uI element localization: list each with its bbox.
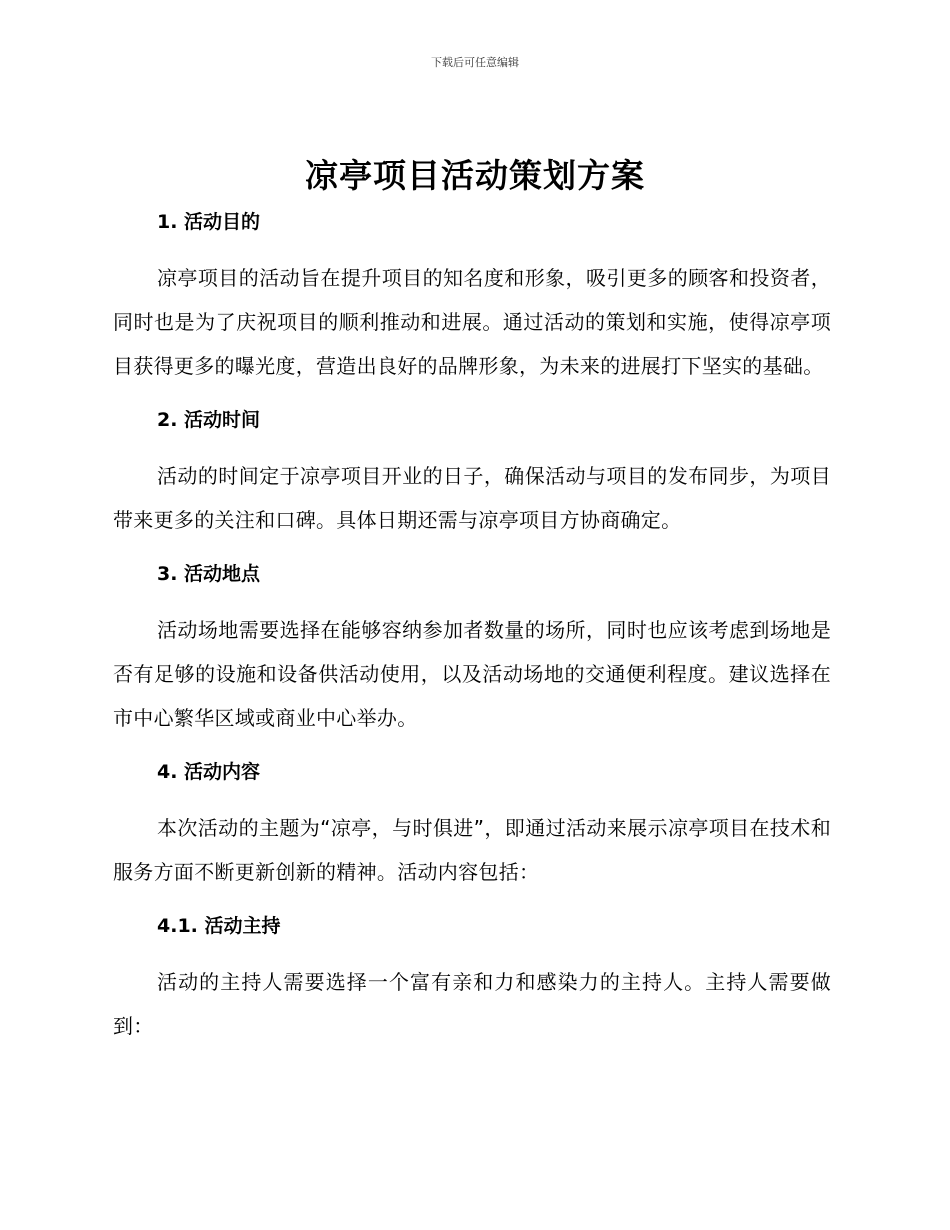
section-heading: 2. 活动时间 (157, 409, 261, 431)
section-heading: 1. 活动目的 (157, 211, 261, 233)
section-paragraph: 活动的时间定于凉亭项目开业的日子，确保活动与项目的发布同步，为项目带来更多的关注和口碑。具体日期还需与凉亭项目方协商确定。 (113, 464, 831, 532)
section-paragraph: 本次活动的主题为“凉亭，与时俱进”，即通过活动来展示凉亭项目在技术和服务方面不断更新创新的精神。活动内容包括： (113, 816, 831, 884)
section-heading: 4.1. 活动主持 (157, 915, 281, 937)
section-paragraph: 活动的主持人需要选择一个富有亲和力和感染力的主持人。主持人需要做到： (113, 970, 831, 1038)
header-note: 下载后可任意编辑 (431, 56, 519, 69)
section-heading: 4. 活动内容 (157, 761, 261, 783)
document-title: 凉亭项目活动策划方案 (305, 156, 645, 195)
section-paragraph: 活动场地需要选择在能够容纳参加者数量的场所，同时也应该考虑到场地是否有足够的设施和设备供活动使用，以及活动场地的交通便利程度。建议选择在市中心繁华区域或商业中心举办。 (113, 618, 831, 730)
section-paragraph: 凉亭项目的活动旨在提升项目的知名度和形象，吸引更多的顾客和投资者，同时也是为了庆祝项目的顺利推动和进展。通过活动的策划和实施，使得凉亭项目获得更多的曝光度，营造出良好的品牌形象，为未来的进展打下坚实的基础。 (113, 266, 831, 378)
document-body (113, 200, 831, 1048)
section-heading: 3. 活动地点 (157, 563, 261, 585)
